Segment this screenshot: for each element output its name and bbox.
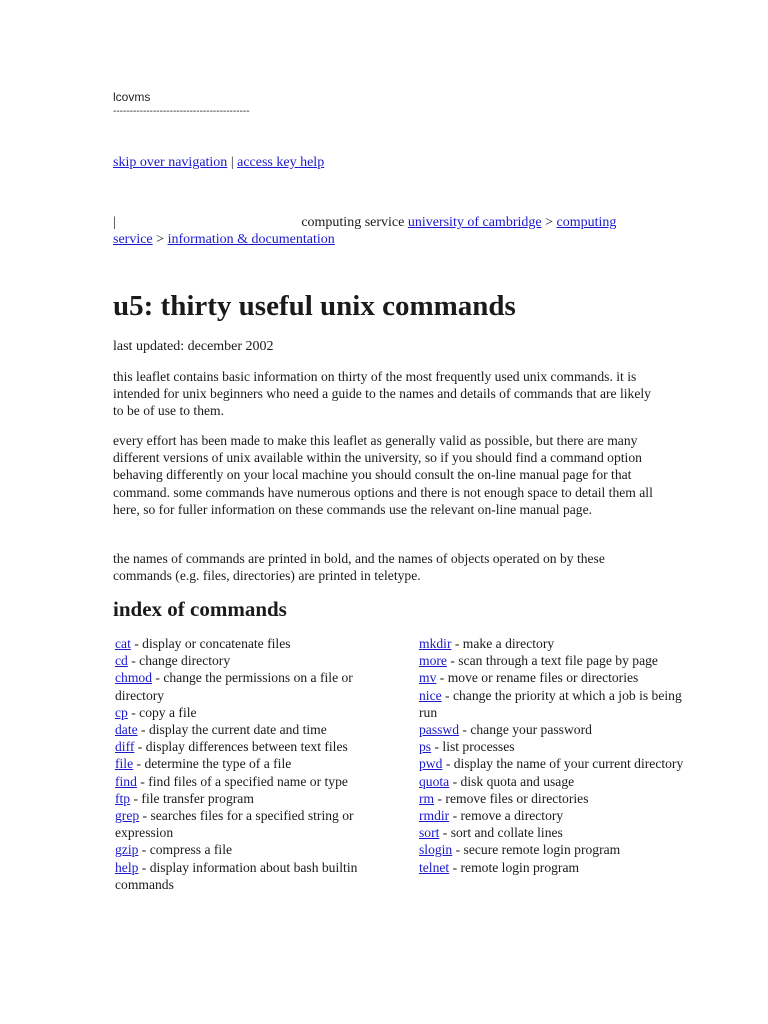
breadcrumb-lead-bar: | [113, 215, 116, 230]
command-description: - change directory [127, 653, 231, 669]
index-heading: index of commands [113, 597, 287, 621]
command-link-file[interactable]: file [115, 756, 134, 772]
command-link-cat[interactable]: cat [115, 636, 131, 651]
command-item [115, 755, 405, 772]
command-link-telnet[interactable]: telnet [419, 859, 450, 875]
breadcrumb [113, 214, 653, 248]
skip-navigation-link[interactable]: skip over navigation [113, 155, 228, 170]
command-link-gzip[interactable]: gzip [115, 842, 139, 858]
command-link-cp[interactable]: cp [115, 704, 128, 720]
command-description: - determine the type of a file [133, 756, 292, 772]
command-item [419, 841, 699, 858]
command-description: - display information about bash builtin commands [115, 859, 358, 892]
command-link-passwd[interactable]: passwd [419, 722, 460, 738]
command-description: - move or rename files or directories [436, 670, 639, 686]
command-item [115, 841, 405, 858]
command-description: - secure remote login program [452, 842, 621, 858]
command-description: - sort and collate lines [439, 825, 563, 841]
command-link-grep[interactable]: grep [115, 808, 140, 824]
command-description: - searches files for a specified string or expression [115, 808, 354, 841]
command-link-ps[interactable]: ps [419, 739, 432, 755]
command-item [419, 790, 699, 807]
command-link-cd[interactable]: cd [115, 653, 128, 669]
command-item [115, 704, 405, 721]
command-description: - change your password [459, 722, 592, 738]
breadcrumb-separator: > [545, 215, 553, 230]
command-description: - copy a file [127, 704, 197, 720]
command-item [419, 859, 699, 876]
command-link-mkdir[interactable]: mkdir [419, 636, 452, 651]
breadcrumb-separator: > [156, 232, 165, 247]
command-link-slogin[interactable]: slogin [419, 842, 453, 858]
command-link-more[interactable]: more [419, 653, 447, 669]
command-item [419, 807, 699, 824]
command-link-diff[interactable]: diff [115, 739, 135, 755]
site-name: lcovms [113, 90, 151, 104]
command-description: - compress a file [138, 842, 233, 858]
typography-paragraph: the names of commands are printed in bold, and the names of objects operated on by these commands (e.g. files, directories) are printed in teletype. [113, 551, 605, 584]
command-item [419, 824, 699, 841]
command-link-help[interactable]: help [115, 859, 139, 875]
command-item [115, 669, 405, 703]
command-link-sort[interactable]: sort [419, 825, 440, 841]
command-item [115, 652, 405, 669]
command-item [419, 687, 699, 721]
breadcrumb-link-university[interactable]: university of cambridge [407, 215, 542, 230]
command-item [115, 807, 405, 841]
command-item [419, 635, 699, 652]
breadcrumb-link-information-documentation[interactable]: information & documentation [167, 232, 335, 247]
command-link-ftp[interactable]: ftp [115, 790, 131, 806]
command-description: - change the priority at which a job is being run [419, 687, 682, 720]
command-description: - display the name of your current directory [442, 756, 684, 772]
command-index-left [115, 635, 405, 893]
command-item [419, 738, 699, 755]
command-link-find[interactable]: find [115, 773, 137, 789]
command-item [115, 790, 405, 807]
access-key-help-link[interactable]: access key help [237, 155, 325, 170]
command-description: - find files of a specified name or type [136, 773, 348, 789]
command-item [115, 738, 405, 755]
breadcrumb-prefix: computing service [301, 215, 405, 230]
command-description: - scan through a text file page by page [446, 653, 658, 669]
command-item [115, 859, 405, 893]
command-link-pwd[interactable]: pwd [419, 756, 443, 772]
intro-paragraph: this leaflet contains basic information on thirty of the most frequently used unix commands. it is intended for unix beginners who need a guide to the names and details of commands that are likely to be of use to them. [113, 369, 651, 419]
header-rule: ----------------------------------------- [113, 106, 250, 117]
command-item [115, 635, 405, 652]
command-description: - remove files or directories [434, 790, 589, 806]
command-description: - remove a directory [449, 808, 564, 824]
command-description: - change the permissions on a file or directory [115, 670, 353, 703]
command-link-date[interactable]: date [115, 722, 138, 738]
skip-navigation-bar [113, 155, 324, 171]
breadcrumb-link-computing-service[interactable]: computing service [113, 215, 617, 247]
command-item [419, 755, 699, 772]
command-description: - file transfer program [130, 790, 254, 806]
command-description: - remote login program [449, 859, 580, 875]
command-item [419, 652, 699, 669]
command-item [419, 669, 699, 686]
command-link-chmod[interactable]: chmod [115, 670, 152, 686]
command-description: - display the current date and time [137, 722, 327, 738]
command-link-rmdir[interactable]: rmdir [419, 808, 450, 824]
command-description: - display or concatenate files [130, 636, 291, 651]
last-updated: last updated: december 2002 [113, 339, 274, 354]
command-description: - list processes [431, 739, 515, 755]
page-title: u5: thirty useful unix commands [113, 290, 516, 322]
nav-separator: | [230, 155, 234, 170]
command-link-mv[interactable]: mv [419, 670, 437, 686]
command-description: - display differences between text files [134, 739, 348, 755]
command-description: - make a directory [451, 636, 555, 651]
command-index-right [419, 635, 699, 876]
command-description: - disk quota and usage [449, 773, 575, 789]
command-item [115, 721, 405, 738]
command-item [115, 773, 405, 790]
command-item [419, 773, 699, 790]
command-link-quota[interactable]: quota [419, 773, 450, 789]
command-item [419, 721, 699, 738]
validity-paragraph: every effort has been made to make this leaflet as generally valid as possible, but there are many different versions of unix available within the university, so if you should find a command option behaving differently on your local machine you should consult the on-line manual page for that command. some commands have numerous options and there is not enough space to detail them all here, so for fuller information on these commands use the relevant on-line manual page. [113, 433, 653, 517]
command-link-nice[interactable]: nice [419, 687, 442, 703]
command-link-rm[interactable]: rm [419, 790, 435, 806]
